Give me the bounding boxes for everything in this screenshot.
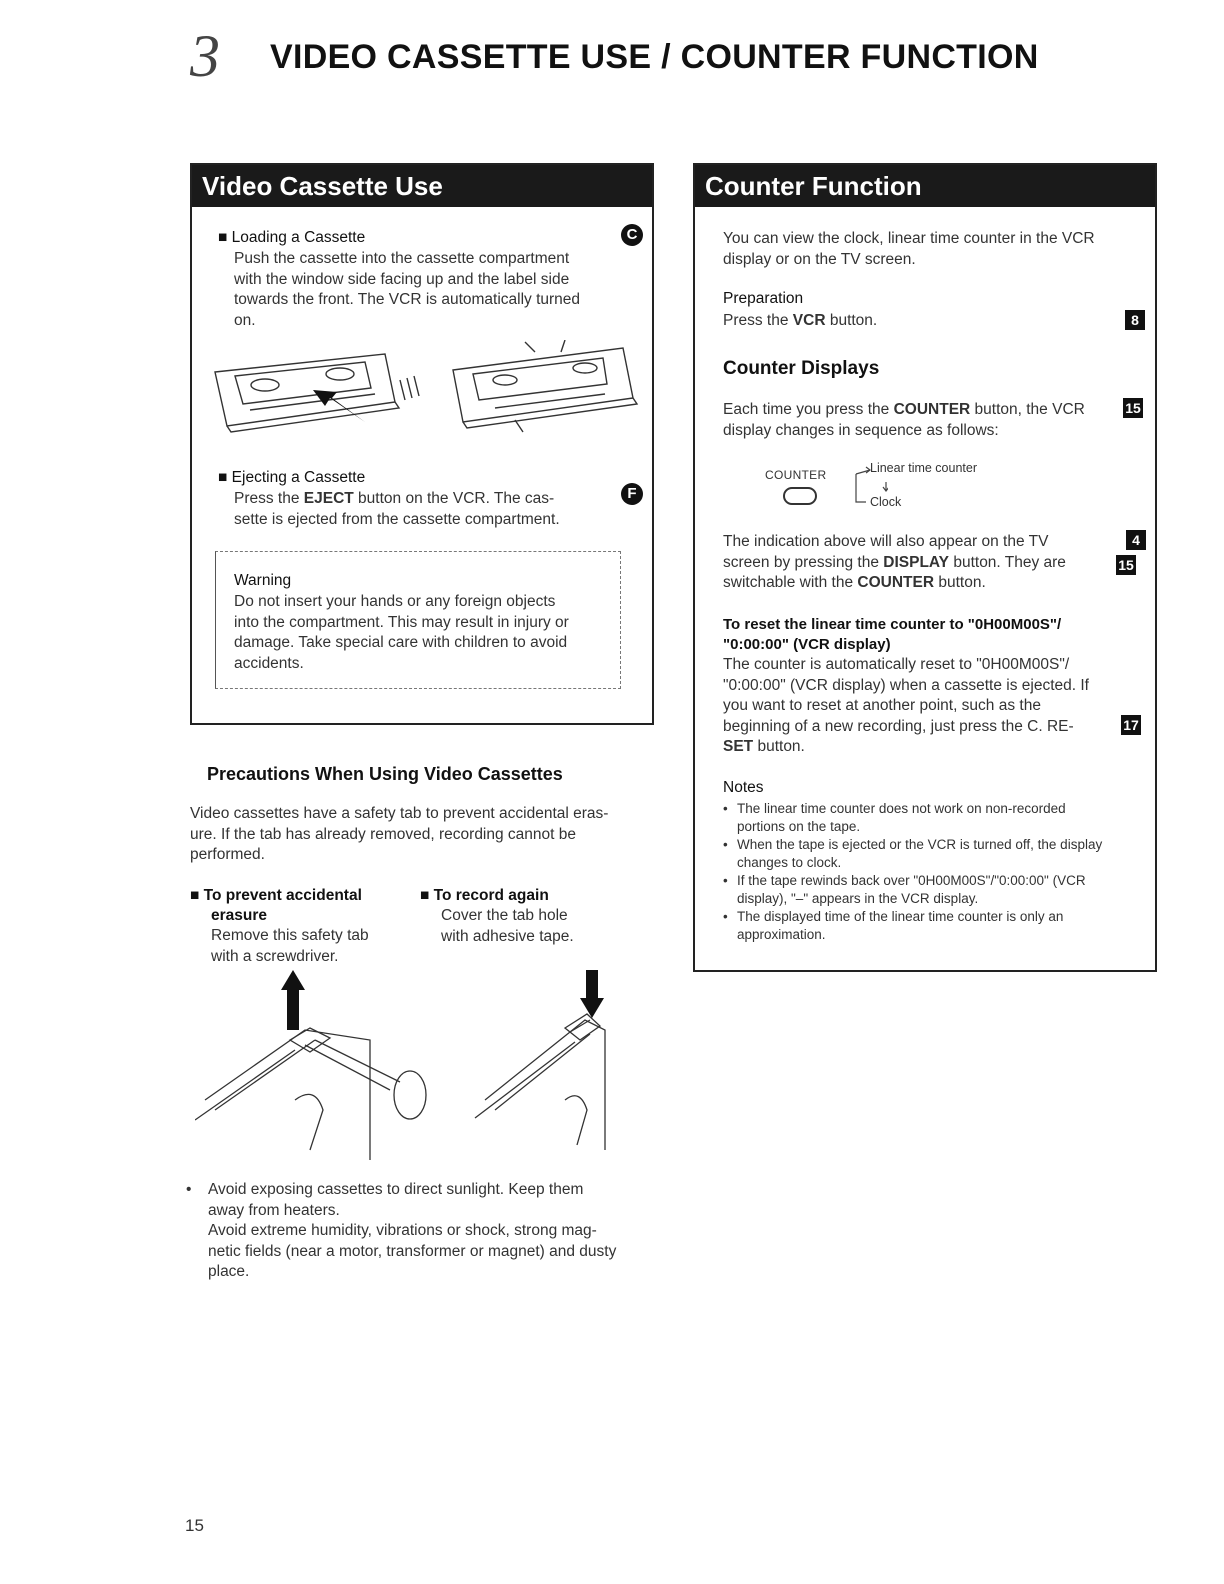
list-item: • The linear time counter does not work on non-recorded [723, 801, 1066, 816]
warning-text: Do not insert your hands or any foreign objects into the compartment. This may result in injury or damage. Take special care with children to avoid accidents. [234, 593, 569, 672]
counter-function-banner: Counter Function [695, 165, 1155, 207]
square-bullet-icon: ■ [218, 229, 232, 246]
cassette-insert-illustration [205, 340, 645, 440]
list-item: • If the tape rewinds back over "0H00M00S"/"0:00:00" (VCR [723, 873, 1086, 888]
list-item: • The displayed time of the linear time counter is only an [723, 909, 1064, 924]
record-again-block: ■ To record again Cover the tab hole with adhesive tape. [420, 887, 574, 945]
chapter-number: 3 [190, 23, 220, 89]
ref-badge-c: C [621, 224, 643, 246]
loading-text: Push the cassette into the cassette compartment with the window side facing up and the label side towards the front. The VCR is automatically turned on. [234, 250, 581, 329]
avoid-text: • Avoid exposing cassettes to direct sunlight. Keep them away from heaters. Avoid extreme humidity, vibrations or shock, strong mag- netic fields (near a motor, transformer or magnet) and dusty place. [186, 1181, 617, 1280]
counter-button-icon [783, 487, 817, 505]
bullet-dot: • [186, 1181, 192, 1198]
warning-heading: Warning [234, 572, 292, 589]
ejecting-text: Press the EJECT button on the VCR. The cas- sette is ejected from the cassette compartment. [234, 490, 560, 528]
page-number: 15 [185, 1516, 204, 1535]
safety-tab-illustration [195, 970, 645, 1160]
square-bullet-icon: ■ [420, 887, 434, 904]
precautions-text: Video cassettes have a safety tab to prevent accidental eras- ure. If the tab has already removed, recording cannot be performed. [190, 805, 609, 863]
indication-text: The indication above will also appear on the TV screen by pressing the DISPLAY button. They are switchable with the COUNTER button. [723, 533, 1066, 591]
sequence-item-linear-time-counter: Linear time counter [870, 461, 978, 475]
ref-badge-8: 8 [1125, 310, 1145, 330]
notes-list: • The linear time counter does not work on non-recorded portions on the tape. • When the tape is ejected or the VCR is turned off, the display changes to clock. • If the tape rewinds back over "0H00M00S"/"0:00:00" (VCR display), "–" appears in the VCR display. • The displayed time of the linear time counter is only an approximation. [723, 800, 1143, 944]
ref-badge-17: 17 [1121, 715, 1141, 735]
page-title: VIDEO CASSETTE USE / COUNTER FUNCTION [270, 38, 1039, 76]
ref-badge-15b: 15 [1116, 555, 1136, 575]
loading-heading: ■ Loading a Cassette [218, 229, 366, 246]
ref-badge-15: 15 [1123, 398, 1143, 418]
counter-button-label: COUNTER [765, 468, 827, 482]
counter-displays-heading: Counter Displays [723, 358, 880, 379]
ref-badge-4: 4 [1126, 530, 1146, 550]
prevent-erasure-block: ■ To prevent accidental erasure Remove this safety tab with a screwdriver. [190, 887, 369, 965]
precautions-heading: Precautions When Using Video Cassettes [207, 764, 563, 784]
counter-displays-text: Each time you press the COUNTER button, the VCR display changes in sequence as follows: [723, 401, 1085, 439]
counter-intro: You can view the clock, linear time counter in the VCR display or on the TV screen. [723, 230, 1095, 268]
square-bullet-icon: ■ [190, 887, 204, 904]
ejecting-heading: ■ Ejecting a Cassette [218, 469, 366, 486]
reset-text: The counter is automatically reset to "0H00M00S"/ "0:00:00" (VCR display) when a cassette is ejected. If you want to reset at another point, such as the beginning of a new recording, just press the C. RE- SET button. [723, 656, 1089, 755]
reset-heading: To reset the linear time counter to "0H00M00S"/ "0:00:00" (VCR display) [723, 616, 1062, 653]
preparation-heading: Preparation [723, 290, 804, 307]
square-bullet-icon: ■ [218, 469, 232, 486]
ref-badge-f: F [621, 483, 643, 505]
preparation-text: Press the VCR button. [723, 312, 878, 329]
video-cassette-use-banner: Video Cassette Use [192, 165, 652, 207]
sequence-item-clock: Clock [870, 495, 902, 509]
notes-heading: Notes [723, 779, 764, 796]
list-item: • When the tape is ejected or the VCR is turned off, the display [723, 837, 1103, 852]
